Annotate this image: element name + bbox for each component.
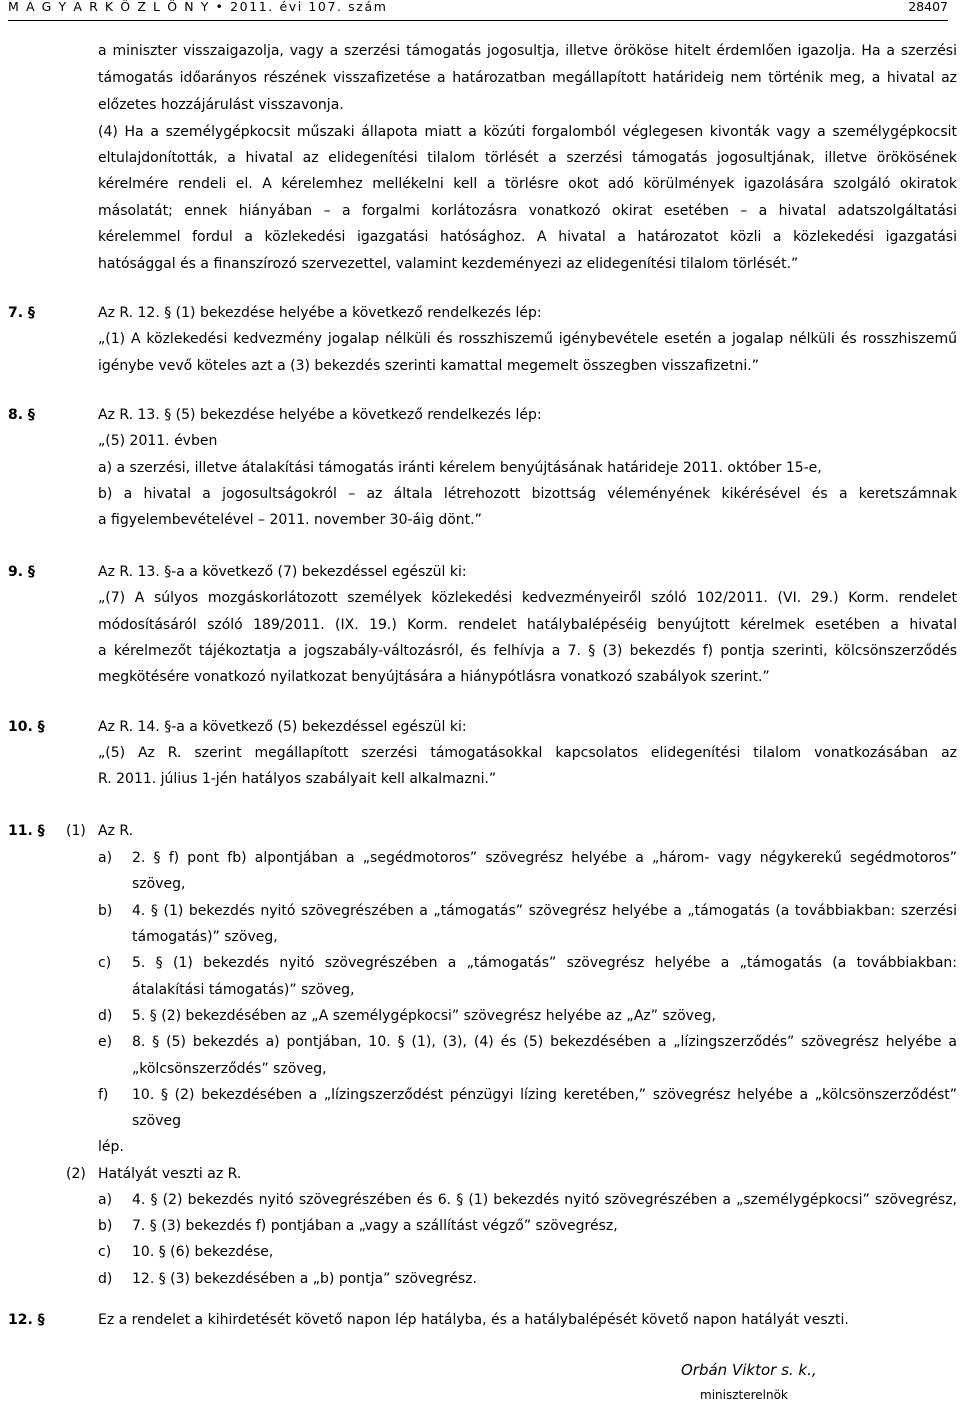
text-line: Az R. bbox=[98, 823, 134, 839]
signatory-name: Orbán Viktor s. k., bbox=[681, 1361, 817, 1379]
page-number: 28407 bbox=[908, 0, 948, 14]
text-line: Az R. 12. § (1) bekezdése helyébe a következő rendelkezés lép: bbox=[98, 305, 542, 321]
text-line: támogatás)” szöveg, bbox=[132, 929, 278, 945]
text-line: kérelmére rendeli el. A kérelemhez mellékelni kell a törlésre okot adó körülmények igazolására szolgáló okiratok bbox=[98, 176, 957, 192]
text-line: 10. § (6) bekezdése, bbox=[132, 1244, 274, 1260]
paragraph-number: (1) bbox=[66, 823, 86, 839]
text-line: Ez a rendelet a kihirdetését követő napon lép hatályba, és a hatálybalépését követő napon hatályát veszti. bbox=[98, 1312, 849, 1328]
item-letter: a) bbox=[98, 850, 113, 866]
item-letter: c) bbox=[98, 955, 112, 971]
text-line: támogatás időarányos részének visszafizetése a határozatban megállapított határideig nem történik meg, a hivatal az bbox=[98, 70, 957, 86]
item-letter: d) bbox=[98, 1271, 113, 1287]
text-line: 12. § (3) bekezdésében a „b) pontja” szövegrész. bbox=[132, 1271, 477, 1287]
text-line: „(7) A súlyos mozgáskorlátozott személyek közlekedési kedvezményeiről szóló 102/2011. (VI. 29.) Korm. rendelet bbox=[98, 590, 957, 606]
text-line: Az R. 13. §-a a következő (7) bekezdéssel egészül ki: bbox=[98, 564, 467, 580]
text-line: „(5) 2011. évben bbox=[98, 433, 218, 449]
text-line: b) a hivatal a jogosultságokról – az általa létrehozott bizottság véleményének kikérésével és a keretszámnak bbox=[98, 486, 957, 502]
item-letter: e) bbox=[98, 1034, 113, 1050]
text-line: 4. § (1) bekezdés nyitó szövegrészében a „támogatás” szövegrész helyébe a „támogatás (a továbbiakban: szerzési bbox=[132, 903, 957, 919]
item-letter: b) bbox=[98, 903, 113, 919]
page-header bbox=[8, 0, 948, 20]
text-line: 7. § (3) bekezdés f) pontjában a „vagy a szállítást végző” szövegrész, bbox=[132, 1218, 618, 1234]
journal-title: M A G Y A R K Ö Z L Ö N Y • 2011. évi 107. szám bbox=[8, 0, 388, 14]
section-label: 11. § bbox=[8, 823, 45, 839]
text-line: módosításáról szóló 189/2011. (IX. 19.) Korm. rendelet hatálybalépéséig benyújtott kérelmek esetében a hivatal bbox=[98, 617, 957, 633]
header-rule bbox=[8, 20, 948, 21]
text-line: (4) Ha a személygépkocsit műszaki állapota miatt a közúti forgalomból véglegesen kivonták vagy a személygépkocsit bbox=[98, 124, 957, 140]
text-line: a figyelembevételével – 2011. november 30-áig dönt.” bbox=[98, 512, 482, 528]
item-letter: c) bbox=[98, 1244, 112, 1260]
text-line: Hatályát veszti az R. bbox=[98, 1166, 242, 1182]
text-line: lép. bbox=[98, 1139, 124, 1155]
signatory-title: miniszterelnök bbox=[700, 1388, 788, 1402]
text-line: „(1) A közlekedési kedvezmény jogalap nélküli és rosszhiszemű igénybevétele esetén a jogalap nélküli és rosszhiszemű bbox=[98, 331, 957, 347]
paragraph-number: (2) bbox=[66, 1166, 86, 1182]
text-line: 10. § (2) bekezdésében a „lízingszerződést pénzügyi lízing keretében,” szövegrész helyébe a „kölcsönszerződést” bbox=[132, 1087, 957, 1103]
item-letter: f) bbox=[98, 1087, 109, 1103]
text-line: kérelemmel fordul a közlekedési igazgatási hatósághoz. A hivatal a határozatot közli a közlekedési igazgatási bbox=[98, 229, 957, 245]
text-line: 2. § f) pont fb) alpontjában a „segédmotoros” szövegrész helyébe a „három- vagy négykerekű segédmotoros” bbox=[132, 850, 957, 866]
section-label: 7. § bbox=[8, 305, 35, 321]
section-label: 12. § bbox=[8, 1312, 45, 1328]
text-line: „(5) Az R. szerint megállapított szerzési támogatásokkal kapcsolatos elidegenítési tilalom vonatkozásában az bbox=[98, 745, 957, 761]
text-line: 5. § (1) bekezdés nyitó szövegrészében a „támogatás” szövegrész helyébe a „támogatás (a továbbiakban: bbox=[132, 955, 957, 971]
text-line: R. 2011. július 1-jén hatályos szabályait kell alkalmazni.” bbox=[98, 771, 497, 787]
text-line: átalakítási támogatás)” szöveg, bbox=[132, 982, 355, 998]
text-line: Az R. 14. §-a a következő (5) bekezdéssel egészül ki: bbox=[98, 719, 467, 735]
text-line: 8. § (5) bekezdés a) pontjában, 10. § (1), (3), (4) és (5) bekezdésében a „lízingszerződés” szövegrész helyébe a bbox=[132, 1034, 957, 1050]
text-line: hatósággal és a finanszírozó szervezettel, valamint kezdeményezi az elidegenítési tilalom törlését.” bbox=[98, 256, 799, 272]
text-line: a) a szerzési, illetve átalakítási támogatás iránti kérelem benyújtásának határideje 2011. október 15-e, bbox=[98, 460, 822, 476]
text-line: előzetes hozzájárulást visszavonja. bbox=[98, 97, 344, 113]
item-letter: b) bbox=[98, 1218, 113, 1234]
text-line: eltulajdonították, a hivatal az elidegenítési tilalom törlését a szerzési támogatás jogosultjának, illetve örökösének bbox=[98, 150, 957, 166]
text-line: Az R. 13. § (5) bekezdése helyébe a következő rendelkezés lép: bbox=[98, 407, 542, 423]
text-line: 4. § (2) bekezdés nyitó szövegrészében és 6. § (1) bekezdés nyitó szövegrészében a „személygépkocsi” szövegrész, bbox=[132, 1192, 957, 1208]
text-line: szöveg bbox=[132, 1113, 181, 1129]
text-line: másolatát; ennek hiányában – a forgalmi korlátozásra vonatkozó okirat esetében – a hivatal adatszolgáltatási bbox=[98, 203, 957, 219]
item-letter: d) bbox=[98, 1008, 113, 1024]
section-label: 9. § bbox=[8, 564, 35, 580]
text-line: megkötésére vonatkozó nyilatkozat benyújtására a hiánypótlásra vonatkozó szabályok szerint.” bbox=[98, 669, 770, 685]
item-letter: a) bbox=[98, 1192, 113, 1208]
text-line: a kérelmezőt tájékoztatja a jogszabály-változásról, és felhívja a 7. § (3) bekezdés f) pontja szerinti, kölcsönszerződés bbox=[98, 643, 957, 659]
text-line: a miniszter visszaigazolja, vagy a szerzési támogatás jogosultja, illetve örököse hitelt érdemlően igazolja. Ha a szerzési bbox=[98, 43, 957, 59]
section-label: 10. § bbox=[8, 719, 45, 735]
text-line: igénybe vevő köteles azt a (3) bekezdés szerinti kamattal megemelt összegben visszafizetni.” bbox=[98, 358, 759, 374]
section-label: 8. § bbox=[8, 407, 35, 423]
text-line: szöveg, bbox=[132, 876, 186, 892]
text-line: „kölcsönszerződés” szöveg, bbox=[132, 1061, 327, 1077]
text-line: 5. § (2) bekezdésében az „A személygépkocsi” szövegrész helyébe az „Az” szöveg, bbox=[132, 1008, 716, 1024]
